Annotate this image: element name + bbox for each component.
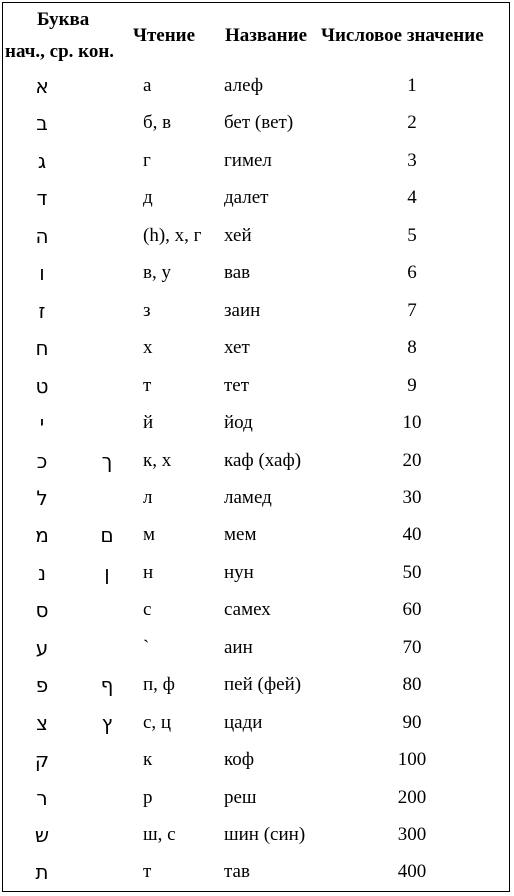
letter-name: реш <box>224 787 257 808</box>
numeric-value: 40 <box>402 524 422 545</box>
reading: ш, с <box>143 824 176 845</box>
numeric-value: 400 <box>397 861 427 882</box>
letter-name: йод <box>224 412 253 433</box>
letter-final: ך <box>101 449 113 473</box>
letter-name: мем <box>224 524 257 545</box>
reading: ` <box>143 637 150 658</box>
letter-initial: מ <box>35 523 49 547</box>
letter-initial: ז <box>38 299 46 323</box>
numeric-value: 6 <box>407 262 417 283</box>
letter-initial: פ <box>35 673 49 697</box>
letter-initial: ג <box>37 149 47 173</box>
letter-name: бет (вет) <box>224 112 294 133</box>
letter-name: тав <box>224 861 250 882</box>
letter-name: коф <box>224 749 255 770</box>
letter-final: ן <box>104 561 110 585</box>
reading: а <box>143 75 152 96</box>
letter-name: каф (хаф) <box>224 450 302 471</box>
letter-initial: ט <box>35 374 49 398</box>
numeric-value: 80 <box>402 674 422 695</box>
letter-initial: ק <box>34 748 50 772</box>
letter-initial: ח <box>35 336 49 360</box>
header-letter: Буква <box>37 9 90 30</box>
numeric-value: 20 <box>402 450 422 471</box>
letter-initial: ב <box>36 111 48 135</box>
letter-initial: ה <box>35 224 49 248</box>
reading: м <box>143 524 156 545</box>
letter-initial: ס <box>35 598 49 622</box>
reading: с <box>143 599 152 620</box>
header-value: Числовое значение <box>321 25 484 46</box>
letter-initial: ל <box>36 486 48 510</box>
numeric-value: 1 <box>407 75 417 96</box>
letter-initial: כ <box>36 449 48 473</box>
numeric-value: 2 <box>407 112 417 133</box>
letter-name: далет <box>224 187 269 208</box>
letter-initial: א <box>35 74 49 98</box>
reading: р <box>143 787 153 808</box>
letter-name: хей <box>224 225 252 246</box>
reading: (h), х, г <box>143 225 202 246</box>
numeric-value: 200 <box>397 787 427 808</box>
letter-initial: ע <box>35 636 49 660</box>
letter-name: тет <box>224 375 250 396</box>
numeric-value: 70 <box>402 637 422 658</box>
numeric-value: 4 <box>407 187 417 208</box>
letter-initial: נ <box>37 561 46 585</box>
numeric-value: 30 <box>402 487 422 508</box>
numeric-value: 50 <box>402 562 422 583</box>
reading: л <box>143 487 153 508</box>
letter-name: хет <box>224 337 250 358</box>
reading: н <box>143 562 154 583</box>
reading: с, ц <box>143 712 172 733</box>
numeric-value: 3 <box>407 150 417 171</box>
letter-name: гимел <box>224 150 272 171</box>
reading: х <box>143 337 153 358</box>
letter-initial: ד <box>36 186 48 210</box>
reading: к, х <box>143 450 172 471</box>
numeric-value: 5 <box>407 225 417 246</box>
letter-name: вав <box>224 262 251 283</box>
numeric-value: 10 <box>402 412 422 433</box>
letter-name: нун <box>224 562 254 583</box>
numeric-value: 9 <box>407 375 417 396</box>
numeric-value: 60 <box>402 599 422 620</box>
header-name: Название <box>225 25 308 46</box>
letter-initial: צ <box>36 711 48 735</box>
reading: г <box>143 150 151 171</box>
header-reading: Чтение <box>133 25 196 46</box>
letter-name: шин (син) <box>224 824 306 845</box>
reading: б, в <box>143 112 172 133</box>
letter-name: самех <box>224 599 271 620</box>
letter-initial: ר <box>36 786 48 810</box>
numeric-value: 300 <box>397 824 427 845</box>
reading: в, у <box>143 262 171 283</box>
reading: к <box>143 749 153 770</box>
letter-initial: ש <box>34 823 50 847</box>
letter-final: ץ <box>101 711 113 735</box>
letter-name: цади <box>224 712 263 733</box>
letter-initial: ת <box>35 860 49 884</box>
letter-initial: י <box>39 411 45 435</box>
letter-name: алеф <box>224 75 264 96</box>
numeric-value: 8 <box>407 337 417 358</box>
letter-final: ף <box>100 673 114 697</box>
numeric-value: 7 <box>407 300 417 321</box>
header-letter-positions: нач., ср. кон. <box>5 41 115 62</box>
reading: т <box>143 861 152 882</box>
letter-final: ם <box>100 523 114 547</box>
reading: д <box>143 187 153 208</box>
reading: з <box>143 300 151 321</box>
reading: п, ф <box>143 674 175 695</box>
letter-name: пей (фей) <box>224 674 302 695</box>
numeric-value: 100 <box>397 749 427 770</box>
numeric-value: 90 <box>402 712 422 733</box>
reading: й <box>143 412 154 433</box>
letter-name: заин <box>224 300 261 321</box>
letter-initial: ו <box>39 261 45 285</box>
reading: т <box>143 375 152 396</box>
letter-name: ламед <box>224 487 272 508</box>
letter-name: аин <box>224 637 253 658</box>
